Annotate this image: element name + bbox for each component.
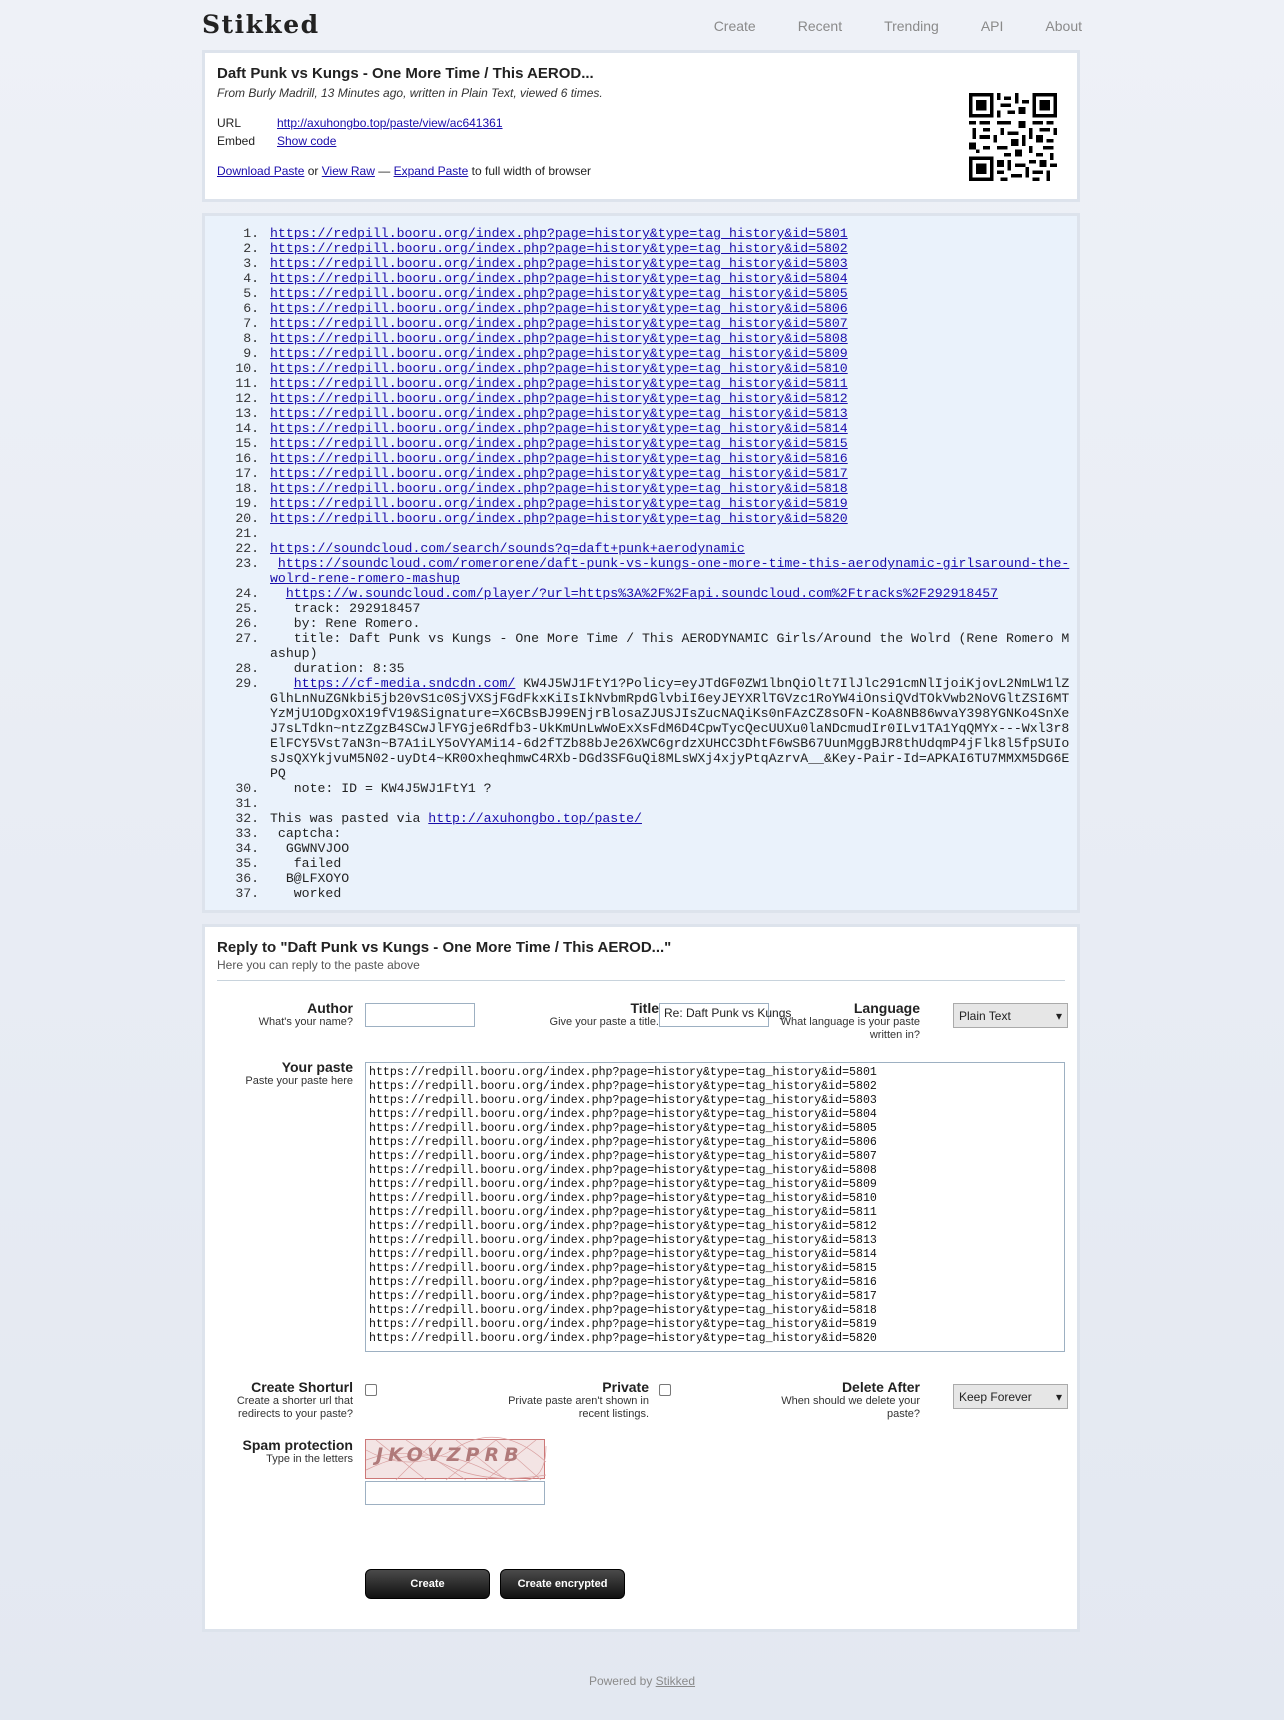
code-line-suffix: KW4J5WJ1FtY1?Policy=eyJTdGF0ZW1lbnQiOlt7IlJlc291cmNlIjoiKjovL2NmLW1lZGlhLnNuZGNkbi5jb20vS1c0SjVXSjFGdFkxKiIsIkNvbmRpdGlvbiI6eyJEYXRlTGVzc1RoYW4iOnsiQVdTOkVwb2NoVGltZSI6MTYzMjU1ODgxOX19fV19&Signature=X6CBsBJ99ENjrBlosaZJUSJIsZucNAQiKs0nFAzCZ8sOFN-KoA8NB86wvaY398YGNKo4SnXeJ7sLTdkn~ntzZgzB4SCwJlFYGje6Rdfb3-UkKmUnLwWoExXsFdM6D4CpwTycQecUUXu0laNDcmudIr0ILv1TA1YqQMYx---Wxl3r8ElFCY5Vst7aN3n~B7A1iLY5oVYAMi14-6d2fTZb88bJe26XWC6grdzXUHCC3DhtF6wSB67UunMggBJR8thUdqmP4jFlk8l5fpSUIosJsQXYkjvuM5N02-uyDt4~KR0OxheqhmwC4RXb-DGd3SFGuQi8MLsWXj4xjyPtqAzrvA__&Key-Pair-Id=APKAI6TU7MMXM5DG6EPQ (270, 676, 1070, 781)
show-code-link[interactable]: Show code (277, 134, 337, 148)
code-line-text: B@LFXOYO (270, 871, 350, 886)
code-line-link[interactable]: https://cf-media.sndcdn.com/ (293, 676, 516, 691)
code-line-link[interactable]: https://redpill.booru.org/index.php?page=history&type=tag_history&id=5820 (270, 511, 848, 526)
code-line (267, 781, 1077, 796)
chevron-down-icon: ▾ (1055, 1008, 1062, 1023)
captcha-image (365, 1439, 545, 1479)
code-line-text: title: Daft Punk vs Kungs - One More Time / This AERODYNAMIC Girls/Around the Wolrd (Rene Romero Mashup) (270, 631, 1070, 661)
create-encrypted-button[interactable]: Create encrypted (500, 1569, 625, 1599)
code-line-link[interactable]: https://redpill.booru.org/index.php?page=history&type=tag_history&id=5803 (270, 256, 848, 271)
code-line (267, 871, 1077, 886)
code-line-link[interactable]: https://redpill.booru.org/index.php?page=history&type=tag_history&id=5806 (270, 301, 848, 316)
title-label: Title (630, 1000, 659, 1016)
delete-hint: When should we delete your paste? (781, 1395, 920, 1420)
code-line-text: note: ID = KW4J5WJ1FtY1 ? (270, 781, 492, 796)
code-line (267, 631, 1077, 661)
code-line (267, 841, 1077, 856)
code-line-link[interactable]: https://redpill.booru.org/index.php?page=history&type=tag_history&id=5810 (270, 361, 848, 376)
author-hint: What's your name? (258, 1016, 353, 1028)
shorturl-checkbox[interactable] (365, 1384, 377, 1396)
code-line (267, 826, 1077, 841)
code-line-link[interactable]: https://redpill.booru.org/index.php?page=history&type=tag_history&id=5807 (270, 316, 848, 331)
reply-panel (202, 924, 1080, 1632)
code-line (267, 586, 1077, 601)
expand-suffix: to full width of browser (471, 164, 592, 178)
captcha-input[interactable] (365, 1481, 545, 1505)
paste-textarea[interactable]: https://redpill.booru.org/index.php?page=history&type=tag_history&id=5801 https://redpill.booru.org/index.php?page=history&type=tag_history&id=5802 https://redpill.booru.org/index.php?page=history&type=tag_history&id=5803 https://redpill.booru.org/index.php?page=history&type=tag_history&id=5804 https://redpill.booru.org/index.php?page=history&type=tag_history&id=5805 https://redpill.booru.org/index.php?page=history&type=tag_history&id=5806 https://redpill.booru.org/index.php?page=history&type=tag_history&id=5807 https://redpill.booru.org/index.php?page=history&type=tag_history&id=5808 https://redpill.booru.org/index.php?page=history&type=tag_history&id=5809 https://redpill.booru.org/index.php?page=history&type=tag_history&id=5810 https://redpill.booru.org/index.php?page=history&type=tag_history&id=5811 https://redpill.booru.org/index.php?page=history&type=tag_history&id=5812 https://redpill.booru.org/index.php?page=history&type=tag_history&id=5813 https://redpill.booru.org/index.php?page=history&type=tag_history&id=5814 https://redpill.booru.org/index.php?page=history&type=tag_history&id=5815 https://redpill.booru.org/index.php?page=history&type=tag_history&id=5816 https://redpill.booru.org/index.php?page=history&type=tag_history&id=5817 https://redpill.booru.org/index.php?page=history&type=tag_history&id=5818 https://redpill.booru.org/index.php?page=history&type=tag_history&id=5819 https://redpill.booru.org/index.php?page=history&type=tag_history&id=5820 (365, 1062, 1065, 1352)
code-line-link[interactable]: https://redpill.booru.org/index.php?page=history&type=tag_history&id=5808 (270, 331, 848, 346)
code-line (267, 466, 1077, 481)
code-line-link[interactable]: https://redpill.booru.org/index.php?page=history&type=tag_history&id=5816 (270, 451, 848, 466)
code-line-text: failed (270, 856, 342, 871)
code-line-prefix (270, 556, 278, 571)
language-select[interactable] (953, 1003, 1068, 1028)
paste-label-block (215, 1061, 353, 1088)
qr-code-icon (969, 93, 1057, 181)
private-label-block (487, 1381, 649, 1421)
delete-after-select[interactable] (953, 1384, 1068, 1409)
paste-meta: From Burly Madrill, 13 Minutes ago, written in Plain Text, viewed 6 times. (217, 86, 603, 100)
delete-label-block (780, 1381, 920, 1421)
footer-prefix: Powered by (588, 1674, 653, 1688)
code-line-text: track: 292918457 (270, 601, 421, 616)
author-label-block (215, 1002, 353, 1029)
nav-recent[interactable]: Recent (797, 18, 843, 34)
code-line (267, 286, 1077, 301)
code-line (267, 376, 1077, 391)
code-line-link[interactable]: https://redpill.booru.org/index.php?page=history&type=tag_history&id=5802 (270, 241, 848, 256)
paste-label: Your paste (281, 1059, 353, 1075)
title-input[interactable]: Re: Daft Punk vs Kungs (659, 1003, 769, 1027)
code-line (267, 271, 1077, 286)
code-line (267, 811, 1077, 826)
code-line (267, 406, 1077, 421)
code-line (267, 226, 1077, 241)
expand-paste-link[interactable]: Expand Paste (393, 164, 469, 178)
code-line-link[interactable]: https://redpill.booru.org/index.php?page=history&type=tag_history&id=5818 (270, 481, 848, 496)
code-line (267, 316, 1077, 331)
paste-info-panel (202, 50, 1080, 202)
code-line (267, 481, 1077, 496)
code-line-text: GGWNVJOO (270, 841, 350, 856)
code-line (267, 541, 1077, 556)
code-line-link[interactable]: https://redpill.booru.org/index.php?page=history&type=tag_history&id=5812 (270, 391, 848, 406)
code-line-link[interactable]: https://redpill.booru.org/index.php?page=history&type=tag_history&id=5811 (270, 376, 848, 391)
code-line-text: duration: 8:35 (270, 661, 405, 676)
code-line (267, 391, 1077, 406)
delete-label: Delete After (841, 1379, 920, 1395)
language-selected: Plain Text (959, 1008, 1011, 1023)
code-line (267, 301, 1077, 316)
private-label: Private (602, 1379, 649, 1395)
code-line-text: captcha: (270, 826, 342, 841)
author-label: Author (307, 1000, 353, 1016)
paste-url-link[interactable]: http://axuhongbo.top/paste/view/ac641361 (277, 116, 503, 130)
create-button[interactable]: Create (365, 1569, 490, 1599)
code-line-link[interactable]: https://redpill.booru.org/index.php?page=history&type=tag_history&id=5819 (270, 496, 848, 511)
nav-api[interactable]: API (980, 18, 1004, 34)
private-checkbox[interactable] (659, 1384, 671, 1396)
code-line (267, 361, 1077, 376)
private-hint: Private paste aren't shown in recent listings. (508, 1395, 649, 1420)
code-line (267, 856, 1077, 871)
chevron-down-icon: ▾ (1055, 1389, 1062, 1404)
reply-subtitle: Here you can reply to the paste above (217, 958, 1065, 981)
code-line-text: by: Rene Romero. (270, 616, 421, 631)
author-input[interactable] (365, 1003, 475, 1027)
or-text: or (307, 164, 319, 178)
language-label-block (780, 1002, 920, 1042)
shorturl-hint: Create a shorter url that redirects to your paste? (236, 1395, 353, 1420)
title-label-block (487, 1002, 659, 1029)
code-line-link[interactable]: https://redpill.booru.org/index.php?page=history&type=tag_history&id=5814 (270, 421, 848, 436)
code-line (267, 346, 1077, 361)
footer-stikked-link[interactable]: Stikked (655, 1674, 696, 1688)
site-header (202, 10, 1082, 50)
code-line-link[interactable]: https://redpill.booru.org/index.php?page=history&type=tag_history&id=5813 (270, 406, 848, 421)
code-line-link[interactable]: https://soundcloud.com/romerorene/daft-punk-vs-kungs-one-more-time-this-aerodynamic-girlsaround-the-wolrd-rene-romero-mashup (270, 556, 1070, 586)
code-line (267, 451, 1077, 466)
nav-create[interactable]: Create (713, 18, 756, 34)
code-line-link[interactable]: https://redpill.booru.org/index.php?page=history&type=tag_history&id=5809 (270, 346, 848, 361)
code-line-prefix (270, 586, 286, 601)
code-line-link[interactable]: https://redpill.booru.org/index.php?page=history&type=tag_history&id=5815 (270, 436, 848, 451)
code-line (267, 511, 1077, 526)
shorturl-label-block (215, 1381, 353, 1421)
view-raw-link[interactable]: View Raw (321, 164, 375, 178)
code-line-link[interactable]: https://redpill.booru.org/index.php?page=history&type=tag_history&id=5804 (270, 271, 848, 286)
code-line (267, 496, 1077, 511)
spam-label-block (215, 1439, 353, 1466)
code-line (267, 421, 1077, 436)
code-line-link[interactable]: https://redpill.booru.org/index.php?page=history&type=tag_history&id=5801 (270, 226, 848, 241)
paste-actions (217, 164, 1065, 178)
code-line (267, 886, 1077, 901)
code-line-link[interactable]: https://soundcloud.com/search/sounds?q=daft+punk+aerodynamic (270, 541, 745, 556)
code-line-link[interactable]: https://redpill.booru.org/index.php?page=history&type=tag_history&id=5805 (270, 286, 848, 301)
code-lines (205, 226, 1077, 901)
code-line (267, 526, 1077, 541)
paste-title: Daft Punk vs Kungs - One More Time / This AEROD... (217, 65, 594, 82)
code-line-text: worked (270, 886, 342, 901)
code-line-link[interactable]: http://axuhongbo.top/paste/ (428, 811, 642, 826)
reply-title: Reply to "Daft Punk vs Kungs - One More Time / This AEROD..." (217, 939, 672, 956)
title-hint: Give your paste a title. (549, 1016, 659, 1028)
paste-hint: Paste your paste here (245, 1075, 353, 1087)
dash-text: — (378, 164, 391, 178)
code-line (267, 661, 1077, 676)
site-logo[interactable]: Stikked (202, 10, 320, 39)
download-paste-link[interactable]: Download Paste (217, 164, 305, 178)
language-hint: What language is your paste written in? (780, 1016, 920, 1041)
code-line (267, 331, 1077, 346)
delete-selected: Keep Forever (959, 1389, 1032, 1404)
nav-about[interactable]: About (1045, 18, 1082, 34)
paste-links-table (217, 114, 503, 150)
code-line-link[interactable]: https://w.soundcloud.com/player/?url=https%3A%2F%2Fapi.soundcloud.com%2Ftracks%2F292918457 (285, 586, 999, 601)
nav-trending[interactable]: Trending (884, 18, 939, 34)
spam-hint: Type in the letters (266, 1453, 353, 1465)
code-line (267, 436, 1077, 451)
code-line-link[interactable]: https://redpill.booru.org/index.php?page=history&type=tag_history&id=5817 (270, 466, 848, 481)
language-label: Language (853, 1000, 920, 1016)
code-line (267, 556, 1077, 586)
shorturl-label: Create Shorturl (251, 1379, 353, 1395)
code-line (267, 256, 1077, 271)
spam-label: Spam protection (242, 1437, 353, 1453)
embed-label: Embed (217, 134, 256, 148)
top-nav (672, 18, 1082, 34)
code-line (267, 796, 1077, 811)
captcha-text: JKOVZPRB (376, 1444, 524, 1466)
code-line (267, 616, 1077, 631)
code-line (267, 676, 1077, 781)
code-line (267, 601, 1077, 616)
code-line (267, 241, 1077, 256)
code-line-prefix: This was pasted via (270, 811, 429, 826)
paste-content-panel (202, 213, 1080, 913)
footer (0, 1674, 1284, 1688)
code-line-prefix (270, 676, 294, 691)
url-label: URL (217, 116, 242, 130)
